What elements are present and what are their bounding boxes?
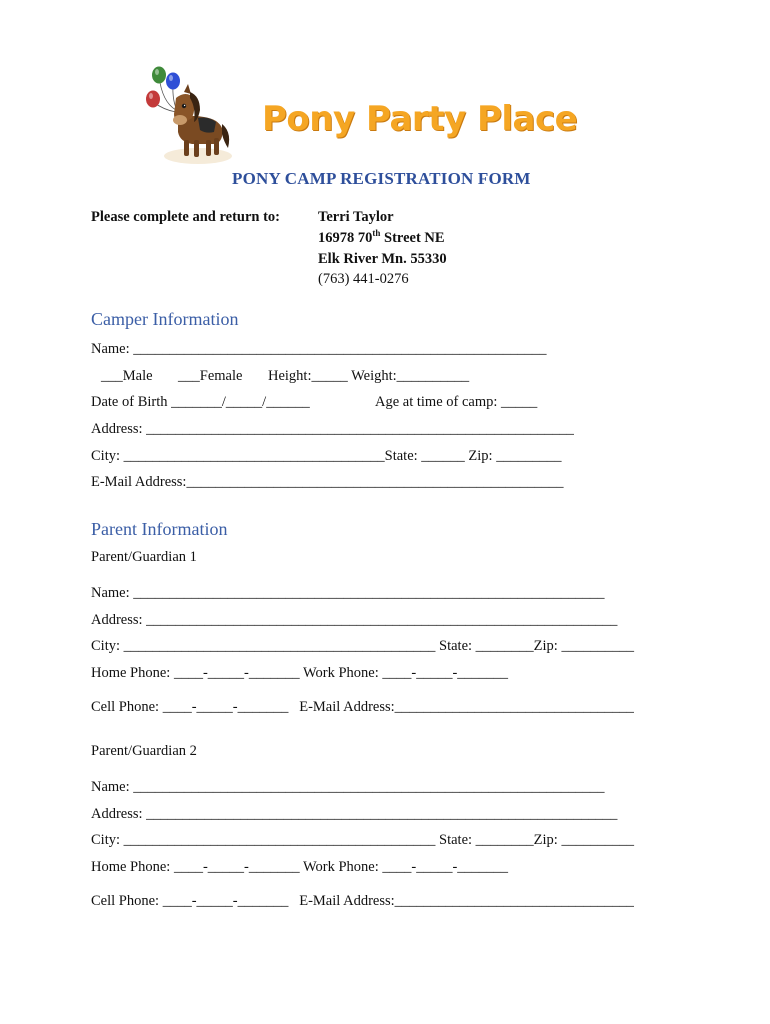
- camper-dob-field[interactable]: Date of Birth _______/_____/______: [91, 394, 310, 410]
- street-rest: Street NE: [380, 230, 445, 246]
- camper-height-weight-fields[interactable]: Height:_____ Weight:__________: [268, 368, 470, 384]
- guardian2-name-field[interactable]: Name: _________________________________________________________________: [91, 779, 605, 795]
- camper-name-field[interactable]: Name: _________________________________________________________: [91, 341, 547, 357]
- guardian2-phone-fields[interactable]: Home Phone: ____-_____-_______ Work Phone: ____-_____-_______: [91, 859, 509, 875]
- return-to-label: Please complete and return to:: [91, 209, 280, 225]
- guardian1-label: Parent/Guardian 1: [91, 549, 197, 565]
- form-title: PONY CAMP REGISTRATION FORM: [232, 169, 531, 188]
- street-number: 16978 70: [318, 230, 373, 246]
- camper-info-heading: Camper Information: [91, 309, 239, 329]
- brand-name-logo: Pony Party Place: [262, 99, 578, 139]
- return-phone: (763) 441-0276: [318, 271, 409, 287]
- return-city: Elk River Mn. 55330: [318, 251, 447, 267]
- guardian1-city-state-zip-fields[interactable]: City: ___________________________________________ State: ________Zip: __________: [91, 638, 634, 654]
- return-name: Terri Taylor: [318, 209, 394, 225]
- parent-info-heading: Parent Information: [91, 519, 228, 539]
- camper-male-option[interactable]: ___Male: [101, 368, 153, 384]
- guardian2-label: Parent/Guardian 2: [91, 743, 197, 759]
- camper-email-field[interactable]: E-Mail Address:____________________________________________________: [91, 474, 564, 490]
- street-ordinal: th: [372, 228, 381, 238]
- guardian2-cell-email-fields[interactable]: Cell Phone: ____-_____-_______ E-Mail Address:_________________________________: [91, 893, 634, 909]
- red-balloon-icon: [146, 91, 160, 108]
- camper-city-state-zip-fields[interactable]: City: ____________________________________State: ______ Zip: _________: [91, 448, 562, 464]
- camper-female-option[interactable]: ___Female: [178, 368, 243, 384]
- guardian1-phone-fields[interactable]: Home Phone: ____-_____-_______ Work Phone: ____-_____-_______: [91, 665, 509, 681]
- guardian1-cell-email-fields[interactable]: Cell Phone: ____-_____-_______ E-Mail Address:_________________________________: [91, 699, 634, 715]
- return-street: [318, 228, 445, 246]
- guardian2-city-state-zip-fields[interactable]: City: ___________________________________________ State: ________Zip: __________: [91, 832, 634, 848]
- pony-balloons-logo: [138, 62, 238, 166]
- green-balloon-icon: [152, 67, 166, 84]
- guardian2-address-field[interactable]: Address: _________________________________________________________________: [91, 806, 618, 822]
- guardian1-address-field[interactable]: Address: _________________________________________________________________: [91, 612, 618, 628]
- pony-icon: [173, 84, 229, 157]
- camper-age-field[interactable]: Age at time of camp: _____: [375, 394, 538, 410]
- blue-balloon-icon: [166, 73, 180, 90]
- guardian1-name-field[interactable]: Name: _________________________________________________________________: [91, 585, 605, 601]
- camper-address-field[interactable]: Address: ___________________________________________________________: [91, 421, 574, 437]
